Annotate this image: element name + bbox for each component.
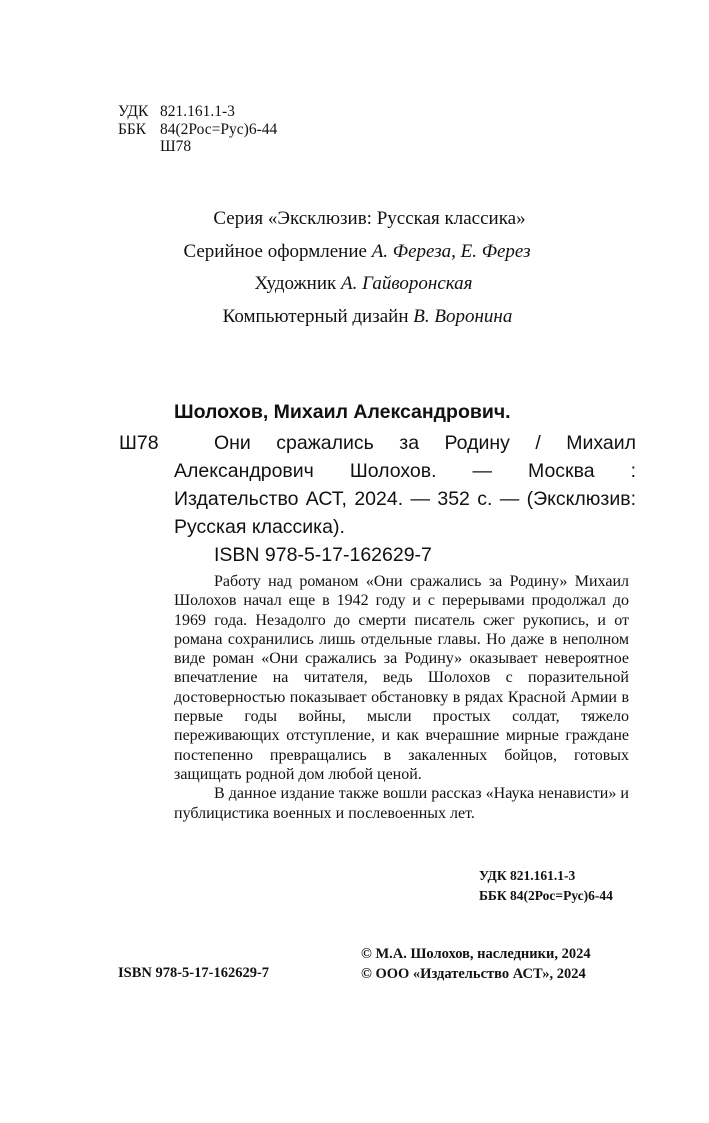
udk-label: УДК [118, 103, 149, 120]
series-text: Серия «Эксклюзив: Русская классика» [213, 208, 526, 229]
series-design-line [0, 236, 709, 269]
classification-codes [118, 103, 277, 156]
artist-name: А. Гайворонская [340, 273, 473, 294]
annotation [174, 572, 629, 823]
series-design-prefix: Серийное оформление [183, 240, 372, 262]
isbn-footer: ISBN 978-5-17-162629-7 [118, 965, 270, 981]
author-mark: Ш78 [160, 138, 192, 155]
bbk-bottom: ББК 84(2Рос=Рус)6-44 [479, 888, 613, 903]
credits-block [0, 203, 709, 333]
series-line [0, 203, 709, 236]
bbk-value: 84(2Рос=Рус)6-44 [160, 120, 278, 138]
computer-design-name: В. Воронина [413, 305, 513, 327]
isbn-main: ISBN 978-5-17-162629-7 [214, 544, 432, 566]
copyright-block [361, 944, 591, 984]
annotation-paragraph-1: Работу над романом «Они сражались за Родину» Михаил Шолохов начал еще в 1942 году и с перерывами продолжал до 1969 года. Незадолго до смерти писатель сжег рукопись, и от романа сохранились лишь отдельные главы. Но даже в неполном виде роман «Они сражались за Родину» оказывает невероятное впечатление на читателя, ведь Шолохов с поразительной достоверностью показывает обстановку в рядах Красной Армии в первые годы войны, мысли простых солдат, тяжело переживающих отступление, и как вчерашние мирные граждане постепенно превращались в закаленных бойцов, готовых защищать родной дом любой ценой. [174, 573, 629, 783]
series-design-names: А. Фереза, Е. Ферез [371, 240, 531, 262]
artist-line [0, 268, 709, 301]
computer-design-prefix: Компьютерный дизайн [222, 305, 414, 327]
bbk-row [118, 121, 277, 139]
cutter-mark: Ш78 [119, 432, 159, 454]
bbk-label: ББК [118, 120, 147, 138]
computer-design-line [0, 301, 709, 334]
copyright-publisher: © ООО «Издательство АСТ», 2024 [361, 966, 586, 982]
udk-row [118, 103, 277, 121]
artist-prefix: Художник [254, 273, 341, 294]
annotation-paragraph-2: В данное издание также вошли рассказ «Наука ненависти» и публицистика военных и послевоенных лет. [174, 785, 629, 822]
classification-codes-bottom [479, 866, 613, 906]
author-mark-row [118, 138, 277, 156]
udk-bottom: УДК 821.161.1-3 [479, 868, 576, 883]
udk-value: 821.161.1-3 [160, 103, 235, 120]
author-heading: Шолохов, Михаил Александрович. [174, 401, 511, 423]
copyright-heirs: © М.А. Шолохов, наследники, 2024 [361, 946, 591, 962]
bibliographic-description: Они сражались за Родину / Михаил Александрович Шолохов. — Москва : Издательство АСТ, 2024. — 352 с. — (Эксклюзив: Русская классика). [174, 432, 636, 538]
